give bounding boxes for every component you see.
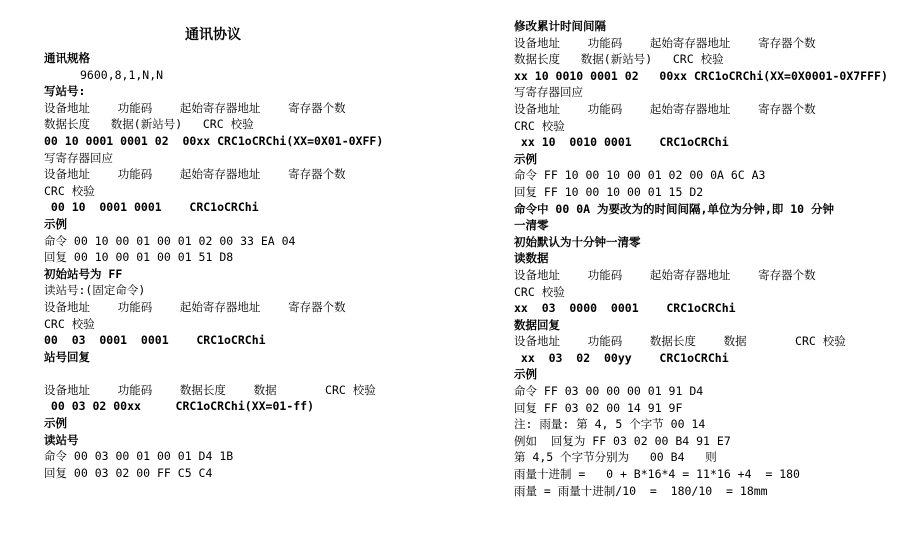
right-line-15: 设备地址 功能码 起始寄存器地址 寄存器个数 — [514, 267, 816, 282]
left-line-16: CRC 校验 — [44, 316, 95, 331]
left-line-20: 设备地址 功能码 数据长度 数据 CRC 校验 — [44, 382, 376, 397]
right-line-3: xx 10 0010 0001 02 00xx CRC1oCRChi(XX=0X0001-0X7FFF) — [514, 68, 888, 83]
left-line-2: 写站号: — [44, 84, 86, 99]
right-line-2: 数据长度 数据(新站号) CRC 校验 — [514, 52, 724, 67]
left-line-3: 设备地址 功能码 起始寄存器地址 寄存器个数 — [44, 100, 346, 115]
right-line-8: 示例 — [514, 151, 537, 166]
right-line-5: 设备地址 功能码 起始寄存器地址 寄存器个数 — [514, 101, 816, 116]
left-line-23: 读站号 — [44, 432, 79, 447]
right-line-13: 初始默认为十分钟一清零 — [514, 234, 641, 249]
right-line-28: 雨量 = 雨量十进制/10 = 180/10 = 18mm — [514, 483, 768, 498]
left-line-21: 00 03 02 00xx CRC1oCRChi(XX=01-ff) — [44, 399, 315, 414]
right-line-9: 命令 FF 10 00 10 00 01 02 00 0A 6C A3 — [514, 168, 766, 183]
right-line-18: 数据回复 — [514, 317, 560, 332]
left-line-8: CRC 校验 — [44, 183, 95, 198]
right-column — [514, 18, 888, 499]
right-line-20: xx 03 02 00yy CRC1oCRChi — [514, 350, 729, 365]
left-line-17: 00 03 0001 0001 CRC1oCRChi — [44, 333, 266, 348]
right-line-11: 命令中 00 0A 为要改为的时间间隔,单位为分钟,即 10 分钟 — [514, 201, 835, 216]
left-line-18: 站号回复 — [44, 349, 90, 364]
left-text-block — [44, 50, 464, 481]
right-line-1: 设备地址 功能码 起始寄存器地址 寄存器个数 — [514, 35, 816, 50]
left-line-10: 示例 — [44, 216, 67, 231]
left-line-5: 00 10 0001 0001 02 00xx CRC1oCRChi(XX=0X01-0XFF) — [44, 133, 384, 148]
left-line-7: 设备地址 功能码 起始寄存器地址 寄存器个数 — [44, 167, 346, 182]
right-line-27: 雨量十进制 = 0 + B*16*4 = 11*16 +4 = 180 — [514, 467, 800, 482]
right-line-4: 写寄存器回应 — [514, 85, 583, 100]
left-line-1: 9600,8,1,N,N — [80, 67, 164, 82]
right-line-23: 回复 FF 03 02 00 14 91 9F — [514, 400, 683, 415]
right-line-22: 命令 FF 03 00 00 00 01 91 D4 — [514, 384, 704, 399]
right-line-0: 修改累计时间间隔 — [514, 19, 606, 33]
right-line-19: 设备地址 功能码 数据长度 数据 CRC 校验 — [514, 334, 846, 349]
right-text-block — [514, 18, 888, 499]
left-line-19 — [44, 365, 464, 382]
right-line-21: 示例 — [514, 367, 537, 382]
left-line-14: 读站号:(固定命令) — [44, 283, 146, 298]
left-line-12: 回复 00 10 00 01 00 01 51 D8 — [44, 250, 234, 265]
left-line-6: 写寄存器回应 — [44, 150, 113, 165]
left-line-11: 命令 00 10 00 01 00 01 02 00 33 EA 04 — [44, 233, 296, 248]
right-line-17: xx 03 0000 0001 CRC1oCRChi — [514, 301, 736, 316]
left-line-13: 初始站号为 FF — [44, 266, 123, 281]
right-line-7: xx 10 0010 0001 CRC1oCRChi — [514, 135, 729, 150]
left-line-9: 00 10 0001 0001 CRC1oCRChi — [44, 200, 259, 215]
left-line-22: 示例 — [44, 416, 67, 431]
right-line-26: 第 4,5 个字节分别为 00 B4 则 — [514, 450, 717, 465]
right-line-24: 注: 雨量: 第 4, 5 个字节 00 14 — [514, 417, 706, 432]
right-line-25: 例如 回复为 FF 03 02 00 B4 91 E7 — [514, 433, 731, 448]
right-line-10: 回复 FF 10 00 10 00 01 15 D2 — [514, 184, 704, 199]
left-column — [44, 20, 464, 481]
right-line-12: 一清零 — [514, 218, 549, 233]
left-line-0: 通讯规格 — [44, 51, 90, 65]
right-line-6: CRC 校验 — [514, 118, 565, 133]
right-line-16: CRC 校验 — [514, 284, 565, 299]
left-line-24: 命令 00 03 00 01 00 01 D4 1B — [44, 449, 234, 464]
document-title: 通讯协议 — [185, 27, 241, 43]
right-line-14: 读数据 — [514, 251, 549, 266]
left-line-25: 回复 00 03 02 00 FF C5 C4 — [44, 465, 213, 480]
left-line-4: 数据长度 数据(新站号) CRC 校验 — [44, 117, 254, 132]
left-line-15: 设备地址 功能码 起始寄存器地址 寄存器个数 — [44, 299, 346, 314]
